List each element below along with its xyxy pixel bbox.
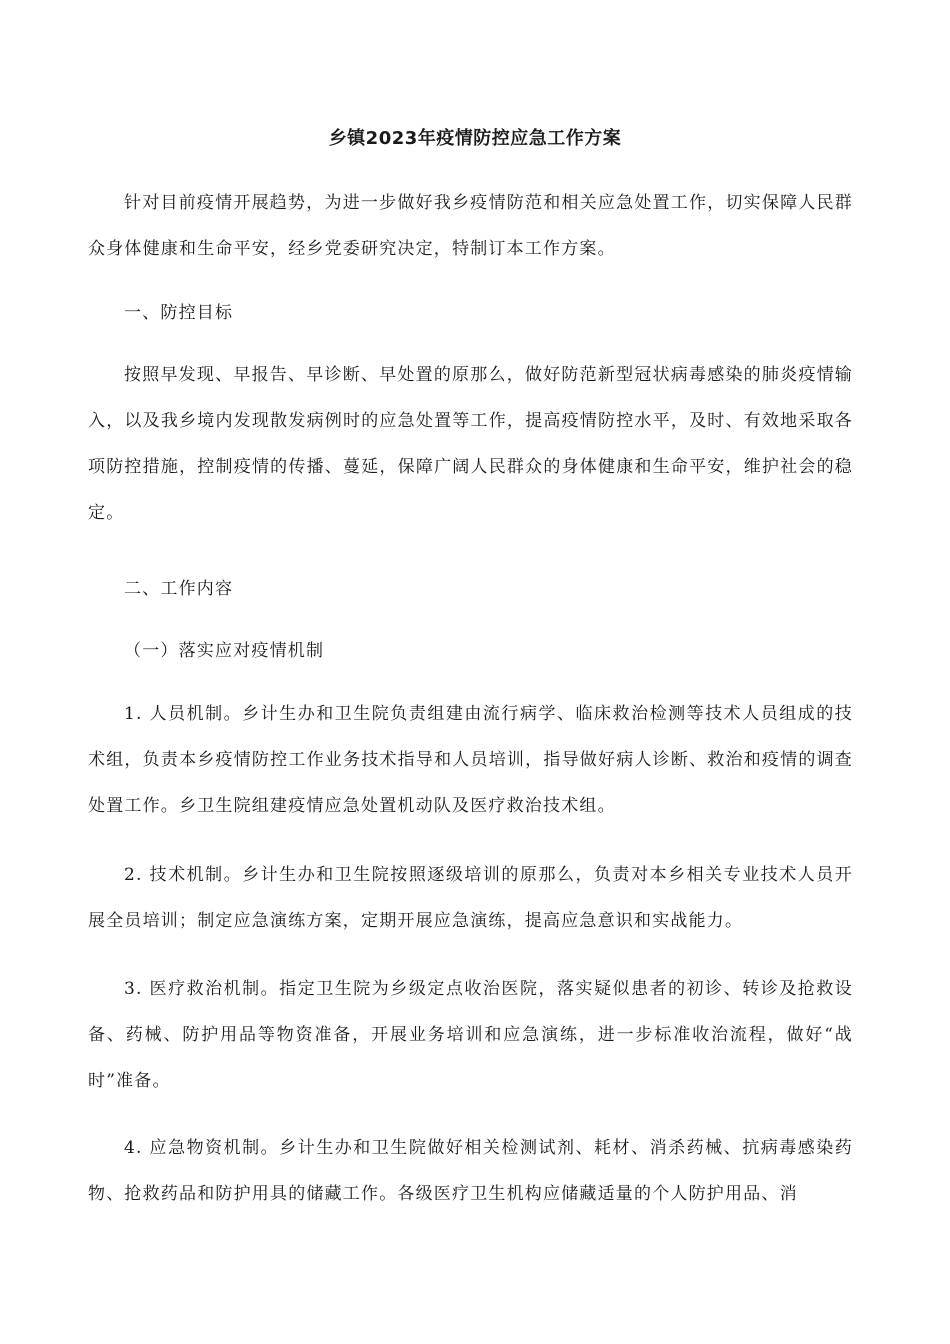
- subsection-heading-mechanisms: （一）落实应对疫情机制: [124, 641, 325, 661]
- goals-paragraph: 按照早发现、早报告、早诊断、早处置的原那么，做好防范新型冠状病毒感染的肺炎疫情输入，以及我乡境内发现散发病例时的应急处置等工作，提高疫情防控水平，及时、有效地采取各项防控措施，控制疫情的传播、蔓延，保障广阔人民群众的身体健康和生命平安，维护社会的稳定。: [88, 365, 853, 523]
- list-item-technical: 2. 技术机制。乡计生办和卫生院按照逐级培训的原那么，负责对本乡相关专业技术人员开展全员培训；制定应急演练方案，定期开展应急演练，提高应急意识和实战能力。: [88, 865, 853, 931]
- document-title: 乡镇2023年疫情防控应急工作方案: [328, 128, 622, 149]
- intro-paragraph: 针对目前疫情开展趋势，为进一步做好我乡疫情防范和相关应急处置工作，切实保障人民群众身体健康和生命平安，经乡党委研究决定，特制订本工作方案。: [88, 193, 853, 259]
- list-item-supplies: 4. 应急物资机制。乡计生办和卫生院做好相关检测试剂、耗材、消杀药械、抗病毒感染药物、抢救药品和防护用具的储藏工作。各级医疗卫生机构应储藏适量的个人防护用品、消: [88, 1138, 853, 1204]
- section-heading-work-content: 二、工作内容: [124, 579, 234, 599]
- list-item-medical: 3. 医疗救治机制。指定卫生院为乡级定点收治医院，落实疑似患者的初诊、转诊及抢救设备、药械、防护用品等物资准备，开展业务培训和应急演练，进一步标准收治流程，做好“战时”准备。: [88, 979, 853, 1091]
- list-item-personnel: 1. 人员机制。乡计生办和卫生院负责组建由流行病学、临床救治检测等技术人员组成的技术组，负责本乡疫情防控工作业务技术指导和人员培训，指导做好病人诊断、救治和疫情的调查处置工作。乡卫生院组建疫情应急处置机动队及医疗救治技术组。: [88, 704, 853, 816]
- section-heading-goals: 一、防控目标: [124, 303, 234, 323]
